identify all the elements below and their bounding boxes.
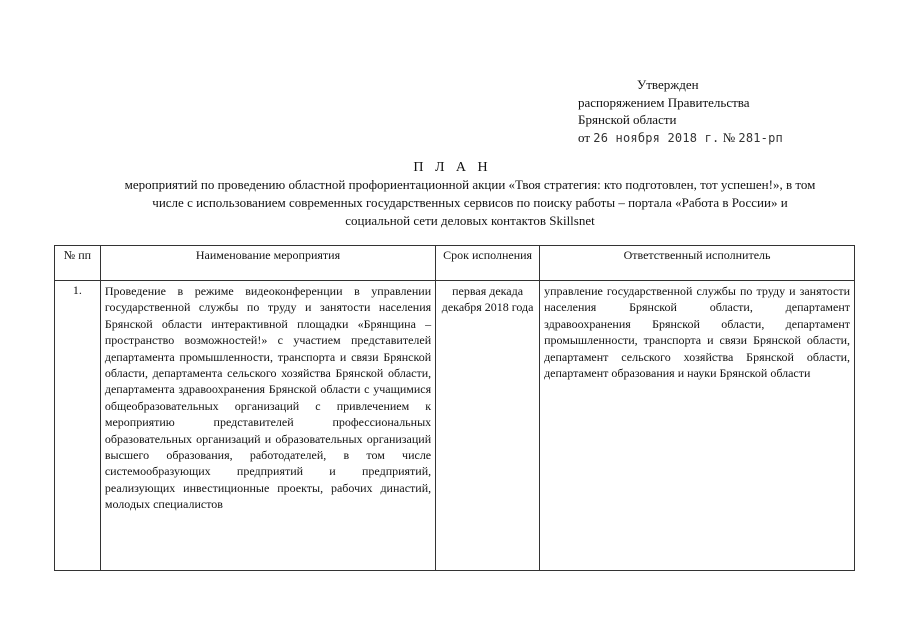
approval-date-line xyxy=(578,129,783,148)
approval-block xyxy=(578,76,783,147)
column-header-term: Срок исполнения xyxy=(436,246,540,281)
row-term: первая декада декабря 2018 года xyxy=(441,284,534,314)
approval-line-order: распоряжением Правительства xyxy=(578,94,750,110)
approval-line-region: Брянской области xyxy=(578,112,677,127)
row-activity-cell xyxy=(100,281,435,571)
plan-subtitle: мероприятий по проведению областной профориентационной акции «Твоя стратегия: кто подготовлен, тот успешен!», в том числе с использованием современных государственных сервисов по поиску работы – портала «Работа в России» и социальной сети деловых контактов Skillsnet xyxy=(124,177,816,228)
table-header-row xyxy=(55,246,855,281)
approval-date-prefix: от xyxy=(578,129,591,145)
row-activity: Проведение в режиме видеоконференции в управлении государственной службы по труду и занятости населения Брянской области интерактивной площадки «Брянщина – пространство возможностей!» с участием представителей департамента промышленности, транспорта и связи Брянской области, департамента сельского хозяйства Брянской области, департамента здравоохранения Брянской области с учащимися общеобразовательных организаций с привлечением к мероприятию представителей профессиональных образовательных организаций и образовательных организаций высшего образования, работодателей, в том числе системообразующих предприятий и предприятий, реализующих инвестиционные проекты, рабочих династий, молодых специалистов xyxy=(104,284,432,512)
row-executor-cell xyxy=(540,281,855,571)
column-header-number: № пп xyxy=(55,246,101,281)
plan-table xyxy=(54,245,855,571)
approval-number: 281-рп xyxy=(738,130,783,145)
plan-title: П Л А Н xyxy=(413,160,492,175)
row-number: 1. xyxy=(55,281,101,571)
row-executor: управление государственной службы по труду и занятости населения Брянской области, департамент здравоохранения Брянской области, департамент промышленности, транспорта и связи Брянской области, департамент сельского хозяйства Брянской области, департамент образования и науки Брянской области xyxy=(544,284,850,381)
approval-number-sign: № xyxy=(722,129,736,145)
approval-title: Утвержден xyxy=(637,77,699,92)
approval-date: 26 ноября 2018 г. xyxy=(593,130,720,145)
row-term-cell xyxy=(436,281,540,571)
table-row xyxy=(55,281,855,571)
column-header-executor: Ответственный исполнитель xyxy=(540,246,855,281)
column-header-name: Наименование мероприятия xyxy=(100,246,435,281)
